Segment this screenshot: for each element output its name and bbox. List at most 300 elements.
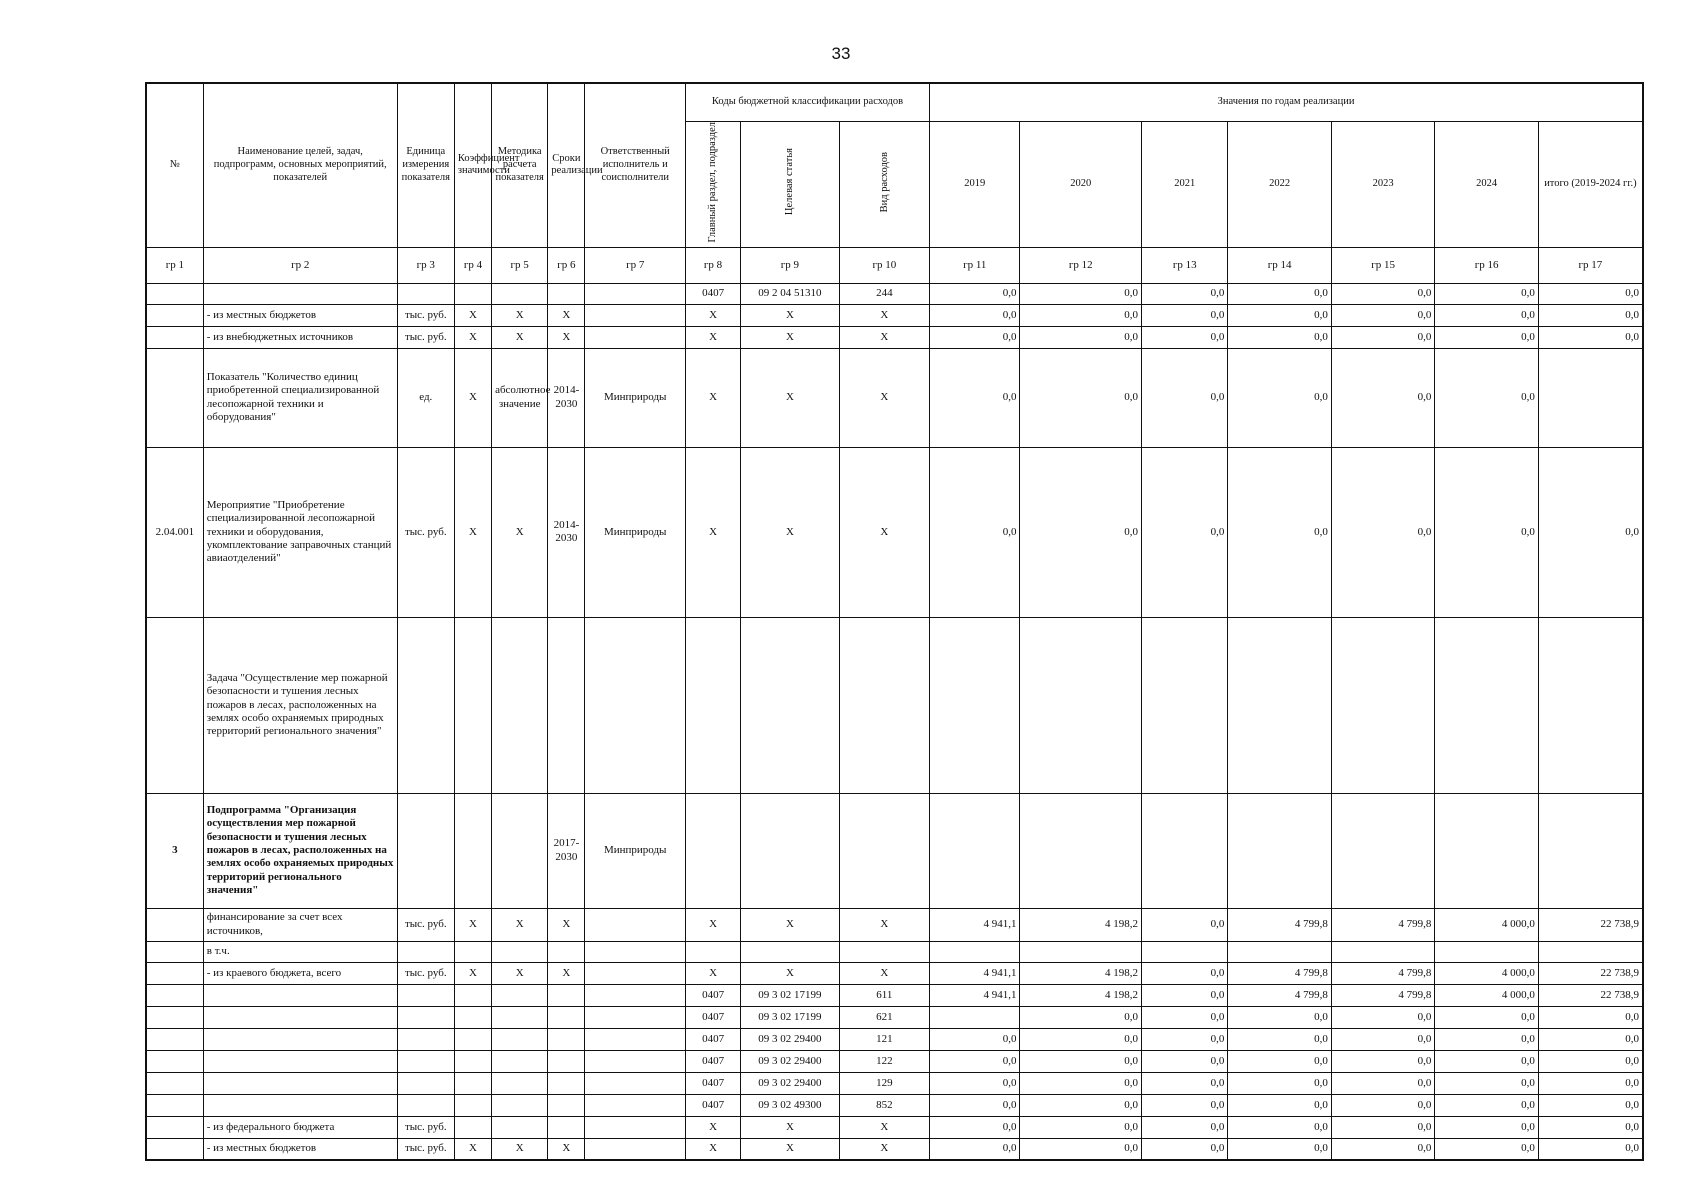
row-name: - из федерального бюджета <box>203 1116 397 1138</box>
table-row <box>146 1138 1643 1160</box>
row-term <box>548 1116 585 1138</box>
row-value-year <box>930 617 1020 793</box>
row-method: Х <box>492 326 548 348</box>
row-value-year: 0,0 <box>1331 304 1434 326</box>
row-value-year: 4 198,2 <box>1020 908 1142 941</box>
row-method <box>492 617 548 793</box>
row-value-year: 0,0 <box>1142 1006 1228 1028</box>
row-section-code: Х <box>685 447 740 617</box>
row-section-code: 0407 <box>685 1028 740 1050</box>
row-unit: тыс. руб. <box>397 447 454 617</box>
budget-table <box>145 82 1644 1161</box>
table-row <box>146 941 1643 962</box>
row-term <box>548 1006 585 1028</box>
row-target-article <box>741 941 839 962</box>
row-expense-type: Х <box>839 1116 929 1138</box>
row-name <box>203 283 397 304</box>
row-target-article: Х <box>741 447 839 617</box>
table-row <box>146 348 1643 447</box>
row-coefficient: Х <box>454 348 491 447</box>
row-responsible <box>585 1006 685 1028</box>
row-expense-type: 611 <box>839 984 929 1006</box>
row-responsible: Минприроды <box>585 348 685 447</box>
row-value-year <box>1228 617 1331 793</box>
row-coefficient: Х <box>454 908 491 941</box>
row-target-article <box>741 617 839 793</box>
row-name <box>203 1050 397 1072</box>
table-row <box>146 908 1643 941</box>
row-unit <box>397 793 454 908</box>
row-value-year: 0,0 <box>1331 1006 1434 1028</box>
row-section-code: Х <box>685 348 740 447</box>
row-unit <box>397 1028 454 1050</box>
row-value-year: 0,0 <box>1142 283 1228 304</box>
row-term: Х <box>548 908 585 941</box>
column-number: гр 6 <box>548 247 585 283</box>
header-budget-codes: Коды бюджетной классификации расходов <box>685 83 929 121</box>
row-name <box>203 984 397 1006</box>
row-expense-type: 129 <box>839 1072 929 1094</box>
row-value-year: 0,0 <box>1020 304 1142 326</box>
row-section-code: Х <box>685 326 740 348</box>
row-value-year <box>1020 793 1142 908</box>
row-name <box>203 1006 397 1028</box>
row-target-article: Х <box>741 348 839 447</box>
row-value-year: 0,0 <box>930 1072 1020 1094</box>
row-number <box>146 1094 203 1116</box>
row-value-year <box>1142 617 1228 793</box>
row-responsible: Минприроды <box>585 793 685 908</box>
row-method: Х <box>492 447 548 617</box>
row-name: в т.ч. <box>203 941 397 962</box>
row-value-year: 0,0 <box>1435 1072 1538 1094</box>
row-value-year: 0,0 <box>1228 304 1331 326</box>
table-row <box>146 326 1643 348</box>
row-value-year: 0,0 <box>930 1028 1020 1050</box>
row-method: Х <box>492 1138 548 1160</box>
row-name: - из внебюджетных источников <box>203 326 397 348</box>
row-value-year: 4 000,0 <box>1435 908 1538 941</box>
row-value-year: 0,0 <box>1142 984 1228 1006</box>
column-number: гр 3 <box>397 247 454 283</box>
row-value-total: 0,0 <box>1538 304 1643 326</box>
row-expense-type: Х <box>839 908 929 941</box>
row-value-year <box>930 1006 1020 1028</box>
row-value-year: 0,0 <box>930 1138 1020 1160</box>
row-term: Х <box>548 962 585 984</box>
row-target-article: 09 2 04 51310 <box>741 283 839 304</box>
row-section-code <box>685 793 740 908</box>
row-number <box>146 1138 203 1160</box>
row-expense-type: Х <box>839 304 929 326</box>
row-value-year: 0,0 <box>1020 1116 1142 1138</box>
row-coefficient: Х <box>454 304 491 326</box>
row-value-year: 0,0 <box>1142 1072 1228 1094</box>
row-term: Х <box>548 304 585 326</box>
header-year-2023: 2023 <box>1331 121 1434 247</box>
row-expense-type: Х <box>839 447 929 617</box>
row-value-total: 0,0 <box>1538 1050 1643 1072</box>
row-value-year: 4 799,8 <box>1228 984 1331 1006</box>
row-value-year: 0,0 <box>930 326 1020 348</box>
row-section-code: Х <box>685 304 740 326</box>
row-value-year: 0,0 <box>1020 348 1142 447</box>
table-row <box>146 962 1643 984</box>
row-value-year: 0,0 <box>1435 1006 1538 1028</box>
table-row <box>146 1094 1643 1116</box>
row-value-year: 0,0 <box>1142 1028 1228 1050</box>
row-value-year: 0,0 <box>1142 1094 1228 1116</box>
row-expense-type: 244 <box>839 283 929 304</box>
row-method <box>492 1094 548 1116</box>
column-number: гр 4 <box>454 247 491 283</box>
row-section-code: 0407 <box>685 984 740 1006</box>
row-value-year: 0,0 <box>1142 326 1228 348</box>
column-number: гр 12 <box>1020 247 1142 283</box>
row-value-year <box>1228 941 1331 962</box>
header-row-top <box>146 83 1643 121</box>
table-row <box>146 304 1643 326</box>
row-value-year <box>930 941 1020 962</box>
row-method <box>492 1050 548 1072</box>
column-number: гр 16 <box>1435 247 1538 283</box>
table-row <box>146 984 1643 1006</box>
row-name <box>203 1072 397 1094</box>
row-target-article <box>741 793 839 908</box>
row-section-code: Х <box>685 1138 740 1160</box>
row-value-year: 0,0 <box>1435 447 1538 617</box>
table-row <box>146 283 1643 304</box>
row-target-article: 09 3 02 29400 <box>741 1050 839 1072</box>
row-expense-type: Х <box>839 326 929 348</box>
header-section-cell <box>685 121 740 247</box>
row-section-code: 0407 <box>685 1072 740 1094</box>
row-unit <box>397 1094 454 1116</box>
row-coefficient: Х <box>454 447 491 617</box>
row-unit: ед. <box>397 348 454 447</box>
row-value-year: 0,0 <box>930 1116 1020 1138</box>
row-number <box>146 283 203 304</box>
header-number: № <box>146 83 203 247</box>
row-value-year <box>1142 793 1228 908</box>
row-method <box>492 941 548 962</box>
row-unit <box>397 941 454 962</box>
row-value-year: 0,0 <box>1435 1094 1538 1116</box>
row-coefficient <box>454 793 491 908</box>
row-value-total: 0,0 <box>1538 283 1643 304</box>
header-responsible: Ответственный исполнитель и соисполнители <box>585 83 685 247</box>
row-responsible <box>585 283 685 304</box>
row-value-year: 4 941,1 <box>930 984 1020 1006</box>
row-unit <box>397 984 454 1006</box>
header-year-2022: 2022 <box>1228 121 1331 247</box>
row-name: - из местных бюджетов <box>203 1138 397 1160</box>
row-value-year: 4 799,8 <box>1228 908 1331 941</box>
row-coefficient <box>454 1072 491 1094</box>
row-method <box>492 1072 548 1094</box>
row-value-year: 0,0 <box>1020 1050 1142 1072</box>
row-term <box>548 1094 585 1116</box>
column-number: гр 13 <box>1142 247 1228 283</box>
row-value-year: 0,0 <box>1228 348 1331 447</box>
row-coefficient <box>454 941 491 962</box>
row-unit: тыс. руб. <box>397 908 454 941</box>
row-coefficient: Х <box>454 326 491 348</box>
row-value-year: 0,0 <box>1142 447 1228 617</box>
column-number-row <box>146 247 1643 283</box>
row-number <box>146 908 203 941</box>
row-value-total <box>1538 617 1643 793</box>
row-coefficient: Х <box>454 962 491 984</box>
row-target-article: Х <box>741 1116 839 1138</box>
row-value-year: 0,0 <box>1142 348 1228 447</box>
row-value-year: 0,0 <box>1020 1072 1142 1094</box>
table-row <box>146 793 1643 908</box>
row-value-year: 4 799,8 <box>1331 962 1434 984</box>
row-method: Х <box>492 908 548 941</box>
row-value-year <box>1331 941 1434 962</box>
row-term: 2014-2030 <box>548 348 585 447</box>
row-value-total: 0,0 <box>1538 1138 1643 1160</box>
row-responsible <box>585 1094 685 1116</box>
row-number <box>146 962 203 984</box>
row-value-year: 0,0 <box>930 1050 1020 1072</box>
row-target-article: Х <box>741 326 839 348</box>
row-method <box>492 984 548 1006</box>
header-year-2021: 2021 <box>1142 121 1228 247</box>
row-value-total: 0,0 <box>1538 326 1643 348</box>
row-value-total: 22 738,9 <box>1538 984 1643 1006</box>
row-method <box>492 1116 548 1138</box>
row-unit <box>397 1072 454 1094</box>
row-target-article: Х <box>741 1138 839 1160</box>
row-method: Х <box>492 962 548 984</box>
table-row <box>146 1072 1643 1094</box>
row-responsible <box>585 1028 685 1050</box>
row-value-year: 0,0 <box>1228 326 1331 348</box>
row-value-year: 0,0 <box>1142 1116 1228 1138</box>
row-method: абсолютное значение <box>492 348 548 447</box>
row-name <box>203 1028 397 1050</box>
row-number <box>146 941 203 962</box>
row-coefficient <box>454 1116 491 1138</box>
row-term: Х <box>548 326 585 348</box>
row-value-year <box>1331 793 1434 908</box>
row-section-code: Х <box>685 962 740 984</box>
row-expense-type: Х <box>839 962 929 984</box>
row-name: Задача "Осуществление мер пожарной безопасности и тушения лесных пожаров в лесах, расположенных на землях особо охраняемых природных территорий регионального значения" <box>203 617 397 793</box>
row-method: Х <box>492 304 548 326</box>
column-number: гр 14 <box>1228 247 1331 283</box>
row-value-total: 0,0 <box>1538 1116 1643 1138</box>
row-name: Подпрограмма "Организация осуществления мер пожарной безопасности и тушения лесных пожаров в лесах, расположенных на землях особо охраняемых природных территорий регионального значения" <box>203 793 397 908</box>
row-section-code: Х <box>685 1116 740 1138</box>
row-responsible <box>585 1072 685 1094</box>
row-value-total <box>1538 793 1643 908</box>
row-value-year: 4 198,2 <box>1020 984 1142 1006</box>
row-number <box>146 1050 203 1072</box>
row-value-year: 0,0 <box>1331 1028 1434 1050</box>
row-responsible <box>585 1138 685 1160</box>
row-value-year: 0,0 <box>930 283 1020 304</box>
row-value-year: 0,0 <box>1331 447 1434 617</box>
row-coefficient <box>454 1050 491 1072</box>
row-expense-type <box>839 941 929 962</box>
row-value-year: 4 198,2 <box>1020 962 1142 984</box>
row-target-article: Х <box>741 962 839 984</box>
column-number: гр 15 <box>1331 247 1434 283</box>
row-term <box>548 1050 585 1072</box>
row-number <box>146 1116 203 1138</box>
header-target-article: Целевая статья <box>784 148 796 216</box>
row-value-year: 0,0 <box>1331 1094 1434 1116</box>
table-row <box>146 1028 1643 1050</box>
header-method: Методика расчета показателя <box>492 83 548 247</box>
header-expense-type: Вид расходов <box>878 151 890 212</box>
row-term <box>548 1028 585 1050</box>
row-value-year: 0,0 <box>930 447 1020 617</box>
header-term: Сроки реализации <box>548 83 585 247</box>
row-number <box>146 1006 203 1028</box>
row-value-year: 0,0 <box>1331 1072 1434 1094</box>
row-expense-type: 121 <box>839 1028 929 1050</box>
row-name: Мероприятие "Приобретение специализированной лесопожарной техники и оборудования, укомплектование заправочных станций авиаотделений" <box>203 447 397 617</box>
row-value-year: 4 799,8 <box>1331 908 1434 941</box>
row-section-code <box>685 941 740 962</box>
row-name <box>203 1094 397 1116</box>
row-value-year: 0,0 <box>1142 1050 1228 1072</box>
row-method <box>492 793 548 908</box>
header-total: итого (2019-2024 гг.) <box>1538 121 1643 247</box>
row-term: 2017-2030 <box>548 793 585 908</box>
row-number <box>146 984 203 1006</box>
table-row <box>146 1006 1643 1028</box>
row-expense-type: Х <box>839 348 929 447</box>
row-value-year: 0,0 <box>930 1094 1020 1116</box>
row-value-year <box>1228 793 1331 908</box>
row-coefficient <box>454 1028 491 1050</box>
row-value-year: 0,0 <box>1142 1138 1228 1160</box>
row-responsible <box>585 984 685 1006</box>
row-method <box>492 283 548 304</box>
header-year-2019: 2019 <box>930 121 1020 247</box>
row-value-year: 0,0 <box>1435 283 1538 304</box>
row-target-article: 09 3 02 17199 <box>741 1006 839 1028</box>
row-value-year: 0,0 <box>1142 962 1228 984</box>
row-value-year: 0,0 <box>1228 1138 1331 1160</box>
row-value-year: 0,0 <box>1228 1094 1331 1116</box>
row-value-year: 0,0 <box>1435 1138 1538 1160</box>
header-target-article-cell <box>741 121 839 247</box>
row-unit: тыс. руб. <box>397 304 454 326</box>
row-responsible <box>585 304 685 326</box>
row-value-year <box>1020 941 1142 962</box>
column-number: гр 10 <box>839 247 929 283</box>
row-value-year: 0,0 <box>1020 1138 1142 1160</box>
row-coefficient <box>454 1006 491 1028</box>
row-number <box>146 304 203 326</box>
row-value-total: 0,0 <box>1538 1028 1643 1050</box>
column-number: гр 17 <box>1538 247 1643 283</box>
row-value-year: 0,0 <box>930 348 1020 447</box>
row-target-article: Х <box>741 304 839 326</box>
row-value-year <box>1435 941 1538 962</box>
row-responsible <box>585 962 685 984</box>
row-section-code: 0407 <box>685 1094 740 1116</box>
row-value-year: 0,0 <box>1435 348 1538 447</box>
row-value-total: 0,0 <box>1538 1094 1643 1116</box>
row-value-total <box>1538 348 1643 447</box>
header-section: Главный раздел, подраздел <box>707 121 719 242</box>
row-value-year: 0,0 <box>1435 326 1538 348</box>
row-value-year: 0,0 <box>1020 1094 1142 1116</box>
header-name: Наименование целей, задач, подпрограмм, основных мероприятий, показателей <box>203 83 397 247</box>
column-number: гр 1 <box>146 247 203 283</box>
row-unit: тыс. руб. <box>397 962 454 984</box>
row-value-year: 0,0 <box>930 304 1020 326</box>
row-name: - из краевого бюджета, всего <box>203 962 397 984</box>
row-value-year: 0,0 <box>1142 908 1228 941</box>
header-year-2024: 2024 <box>1435 121 1538 247</box>
row-target-article: Х <box>741 908 839 941</box>
row-term <box>548 941 585 962</box>
row-target-article: 09 3 02 17199 <box>741 984 839 1006</box>
row-term: 2014-2030 <box>548 447 585 617</box>
row-unit: тыс. руб. <box>397 326 454 348</box>
row-number <box>146 617 203 793</box>
header-unit: Единица измерения показателя <box>397 83 454 247</box>
row-number <box>146 1072 203 1094</box>
row-target-article: 09 3 02 29400 <box>741 1072 839 1094</box>
row-value-year: 4 000,0 <box>1435 984 1538 1006</box>
row-target-article: 09 3 02 29400 <box>741 1028 839 1050</box>
row-value-year <box>1435 617 1538 793</box>
row-value-year: 0,0 <box>1228 1028 1331 1050</box>
row-expense-type: 621 <box>839 1006 929 1028</box>
row-section-code: 0407 <box>685 1006 740 1028</box>
row-value-year <box>1142 941 1228 962</box>
row-expense-type <box>839 617 929 793</box>
row-number: 3 <box>146 793 203 908</box>
row-value-year <box>1435 793 1538 908</box>
row-expense-type: 122 <box>839 1050 929 1072</box>
header-year-values: Значения по годам реализации <box>930 83 1643 121</box>
row-value-year: 0,0 <box>1331 326 1434 348</box>
row-value-total: 0,0 <box>1538 447 1643 617</box>
row-unit <box>397 1006 454 1028</box>
row-unit: тыс. руб. <box>397 1116 454 1138</box>
row-section-code: 0407 <box>685 1050 740 1072</box>
row-unit <box>397 617 454 793</box>
row-term <box>548 617 585 793</box>
page-number: 33 <box>831 44 851 63</box>
row-value-year: 0,0 <box>1435 1116 1538 1138</box>
row-name: финансирование за счет всех источников, <box>203 908 397 941</box>
row-number <box>146 348 203 447</box>
row-responsible <box>585 1116 685 1138</box>
column-number: гр 5 <box>492 247 548 283</box>
header-expense-type-cell <box>839 121 929 247</box>
row-term <box>548 1072 585 1094</box>
row-value-year: 0,0 <box>1228 1006 1331 1028</box>
row-responsible <box>585 908 685 941</box>
row-coefficient <box>454 1094 491 1116</box>
row-target-article: 09 3 02 49300 <box>741 1094 839 1116</box>
row-unit <box>397 283 454 304</box>
row-value-year <box>1020 617 1142 793</box>
table-row <box>146 1050 1643 1072</box>
row-name: - из местных бюджетов <box>203 304 397 326</box>
